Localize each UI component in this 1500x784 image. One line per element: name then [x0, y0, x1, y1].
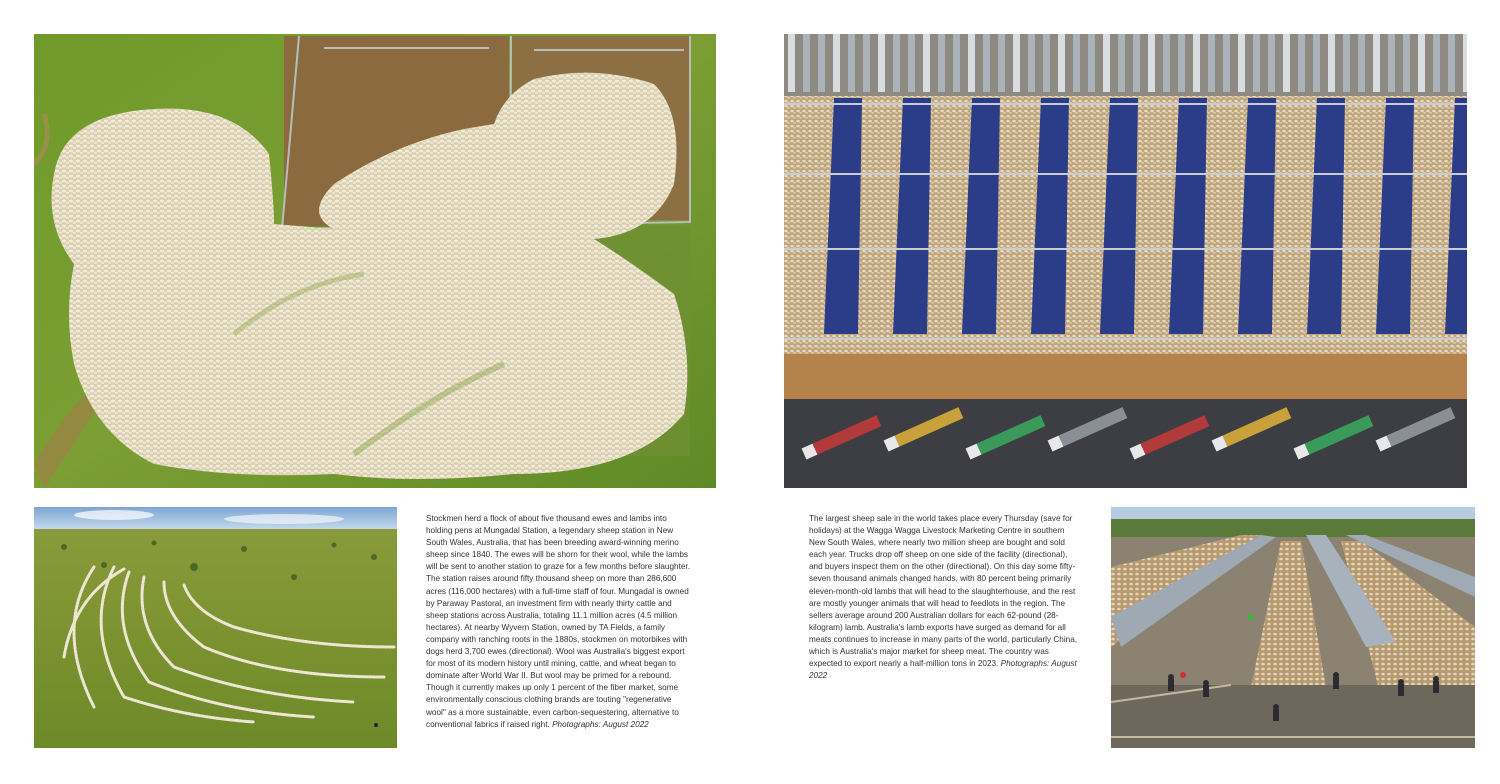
left-caption-credit: Photographs: August 2022	[552, 719, 649, 729]
aerial-flock-holding-pens-photo	[34, 34, 716, 488]
right-caption-text: The largest sheep sale in the world takes place every Thursday (save for holidays) at the Wagga Wagga Livestock Marketing Centre in southern New South Wales, where nearly two million sheep are bought and sold each year. Trucks drop off sheep on one side of the facility (directional), and buyers inspect them on the other (directional). On this day some fifty-seven thousand animals changed hands, with 80 percent being primarily eleven-month-old lambs that will head to the slaughterhouse, and the rest are mostly younger animals that will head to feedlots in the region. The sellers average around 200 Australian dollars for each 62-pound (28-kilogram) lamb. Australia's lamb exports have surged as demand for all meats continues to increase in many parts of the world, particularly China, which is Australia's major market for sheep meat. The country was expected to export nearly a half-million tons in 2023.	[809, 514, 1078, 669]
right-page-caption	[809, 513, 1081, 682]
aerial-saleyard-trucks-photo	[784, 34, 1467, 488]
wyvern-station-herding-photo	[34, 507, 397, 748]
left-page-caption	[426, 513, 690, 731]
left-caption-text: Stockmen herd a flock of about five thousand ewes and lambs into holding pens at Mungadal Station, a legendary sheep station in New South Wales, Australia, that has been breeding award-winning merino sheep since 1840. The ewes will be shorn for their wool, while the lambs will be sent to another station to graze for a few months before slaughter. The station raises around fifty thousand sheep on more than 286,600 acres (116,000 hectares) with a full-time staff of four. Mungadal is owned by Paraway Pastoral, an investment firm with nearly thirty cattle and sheep stations across Australia, totaling 11.1 million acres (4.5 million hectares). At nearby Wyvern Station, owned by TA Fields, a family company with ranching roots in the 1880s, stockmen on motorbikes with dogs herd 3,700 ewes (directional). Wool was Australia's biggest export for most of its modern history until mining, cattle, and wheat began to dominate after World War II. But wool may be primed for a rebound. Though it currently makes up only 1 percent of the fiber market, some environmentally conscious clothing brands are touting "regenerative wool" as a more sustainable, even carbon-sequestering, alternative to conventional fabrics if raised right.	[426, 514, 690, 729]
buyers-inspecting-pens-photo	[1111, 507, 1475, 748]
right-caption-credit: Photographs: August 2022	[809, 659, 1077, 681]
